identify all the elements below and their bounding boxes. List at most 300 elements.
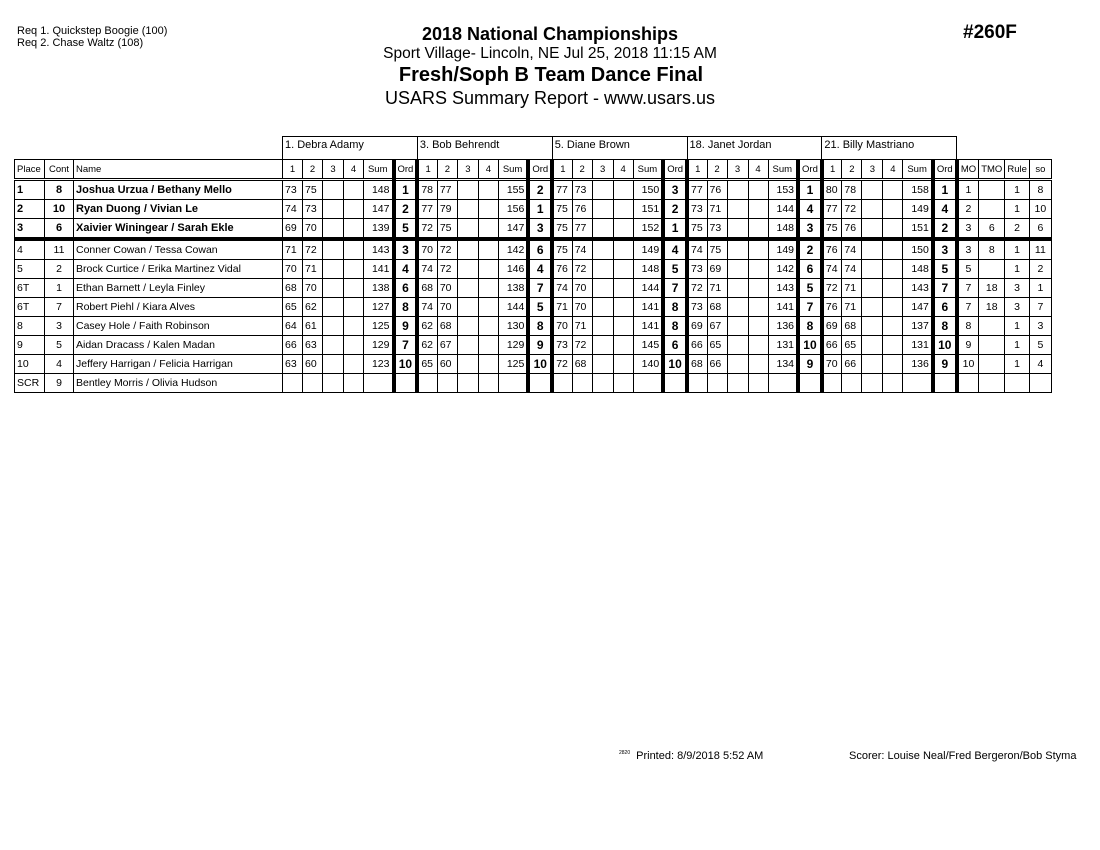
requirement-1: Req 1. Quickstep Boogie (100) bbox=[17, 25, 168, 37]
score-cell bbox=[592, 279, 613, 298]
score-cell: 77 bbox=[822, 200, 842, 219]
tmo-cell bbox=[979, 317, 1005, 336]
judge-name: 1. Debra Adamy bbox=[283, 137, 418, 160]
tmo-cell: 18 bbox=[979, 279, 1005, 298]
sum-cell: 150 bbox=[633, 180, 663, 200]
score-cell: 72 bbox=[822, 279, 842, 298]
sum-cell: 134 bbox=[768, 355, 798, 374]
score-cell bbox=[592, 317, 613, 336]
score-cell: 74 bbox=[572, 239, 592, 260]
rule-cell bbox=[1005, 374, 1030, 393]
score-cell bbox=[748, 239, 768, 260]
score-cell: 79 bbox=[437, 200, 457, 219]
score-cell bbox=[552, 374, 572, 393]
header-judge-col: Ord bbox=[394, 160, 418, 180]
score-cell: 65 bbox=[283, 298, 303, 317]
sum-cell: 144 bbox=[498, 298, 528, 317]
rule-cell: 1 bbox=[1005, 239, 1030, 260]
score-cell: 68 bbox=[687, 355, 707, 374]
score-cell: 75 bbox=[552, 219, 572, 240]
place-cell: 2 bbox=[15, 200, 45, 219]
ordinal-cell bbox=[394, 374, 418, 393]
ordinal-cell: 4 bbox=[528, 260, 552, 279]
score-cell bbox=[323, 260, 344, 279]
mo-cell: 1 bbox=[957, 180, 979, 200]
score-cell bbox=[862, 180, 883, 200]
ordinal-cell: 8 bbox=[663, 298, 687, 317]
cont-cell: 6 bbox=[45, 219, 74, 240]
place-cell: 3 bbox=[15, 219, 45, 240]
score-cell: 75 bbox=[687, 219, 707, 240]
score-cell bbox=[862, 336, 883, 355]
score-cell: 72 bbox=[687, 279, 707, 298]
ordinal-cell: 5 bbox=[528, 298, 552, 317]
sum-cell: 152 bbox=[633, 219, 663, 240]
score-cell: 74 bbox=[687, 239, 707, 260]
sum-cell bbox=[903, 374, 933, 393]
score-cell bbox=[883, 200, 903, 219]
header-judge-col: 3 bbox=[862, 160, 883, 180]
header-judge-col: 4 bbox=[883, 160, 903, 180]
ordinal-cell: 8 bbox=[798, 317, 822, 336]
sum-cell: 147 bbox=[903, 298, 933, 317]
score-cell bbox=[613, 374, 633, 393]
score-cell: 66 bbox=[283, 336, 303, 355]
score-cell: 60 bbox=[303, 355, 323, 374]
score-cell: 68 bbox=[283, 279, 303, 298]
score-cell bbox=[842, 374, 862, 393]
score-cell bbox=[883, 239, 903, 260]
score-cell bbox=[727, 180, 748, 200]
score-cell: 70 bbox=[283, 260, 303, 279]
sum-cell: 153 bbox=[768, 180, 798, 200]
so-cell: 2 bbox=[1029, 260, 1051, 279]
sum-cell: 143 bbox=[768, 279, 798, 298]
printed-info bbox=[619, 750, 763, 762]
rule-cell: 1 bbox=[1005, 200, 1030, 219]
header-judge-col: 1 bbox=[552, 160, 572, 180]
score-cell bbox=[478, 317, 498, 336]
ordinal-cell: 1 bbox=[933, 180, 957, 200]
score-cell: 70 bbox=[552, 317, 572, 336]
sum-cell: 156 bbox=[498, 200, 528, 219]
score-cell bbox=[344, 355, 364, 374]
score-cell bbox=[592, 336, 613, 355]
sum-cell: 131 bbox=[903, 336, 933, 355]
sum-cell: 129 bbox=[498, 336, 528, 355]
ordinal-cell: 4 bbox=[933, 200, 957, 219]
mo-cell: 7 bbox=[957, 279, 979, 298]
score-cell bbox=[748, 355, 768, 374]
score-cell: 72 bbox=[437, 260, 457, 279]
score-cell bbox=[592, 239, 613, 260]
score-cell bbox=[478, 374, 498, 393]
score-cell: 73 bbox=[687, 298, 707, 317]
score-cell: 76 bbox=[572, 200, 592, 219]
score-cell bbox=[592, 180, 613, 200]
header-place: Place bbox=[15, 160, 45, 180]
header-judge-col: 4 bbox=[748, 160, 768, 180]
judge-name: 18. Janet Jordan bbox=[687, 137, 822, 160]
sum-cell: 149 bbox=[768, 239, 798, 260]
ordinal-cell: 3 bbox=[394, 239, 418, 260]
printed-timestamp: Printed: 8/9/2018 5:52 AM bbox=[636, 750, 764, 762]
sum-cell: 129 bbox=[364, 336, 394, 355]
so-cell: 6 bbox=[1029, 219, 1051, 240]
header-judge-col: 2 bbox=[303, 160, 323, 180]
score-cell bbox=[303, 374, 323, 393]
score-cell: 73 bbox=[707, 219, 727, 240]
tmo-cell bbox=[979, 336, 1005, 355]
score-cell: 75 bbox=[822, 219, 842, 240]
score-cell bbox=[727, 219, 748, 240]
cont-cell: 3 bbox=[45, 317, 74, 336]
rule-cell: 1 bbox=[1005, 317, 1030, 336]
score-cell bbox=[613, 355, 633, 374]
sum-cell: 143 bbox=[364, 239, 394, 260]
score-cell bbox=[478, 200, 498, 219]
ordinal-cell: 3 bbox=[528, 219, 552, 240]
sum-cell: 131 bbox=[768, 336, 798, 355]
score-cell: 73 bbox=[687, 200, 707, 219]
score-cell bbox=[862, 239, 883, 260]
rule-cell: 1 bbox=[1005, 355, 1030, 374]
sum-cell: 140 bbox=[633, 355, 663, 374]
header-judge-col: 3 bbox=[592, 160, 613, 180]
ordinal-cell: 6 bbox=[528, 239, 552, 260]
score-cell bbox=[613, 180, 633, 200]
sum-cell: 142 bbox=[768, 260, 798, 279]
tmo-cell bbox=[979, 374, 1005, 393]
score-cell bbox=[478, 260, 498, 279]
ordinal-cell: 3 bbox=[663, 180, 687, 200]
ordinal-cell: 3 bbox=[798, 219, 822, 240]
score-cell bbox=[748, 279, 768, 298]
score-cell: 68 bbox=[707, 298, 727, 317]
score-cell bbox=[478, 279, 498, 298]
score-cell: 72 bbox=[417, 219, 437, 240]
sum-cell: 141 bbox=[633, 298, 663, 317]
score-cell: 70 bbox=[303, 279, 323, 298]
sum-cell: 144 bbox=[768, 200, 798, 219]
event-name: Fresh/Soph B Team Dance Final bbox=[398, 64, 704, 86]
score-cell bbox=[323, 180, 344, 200]
header-judge-col: Ord bbox=[663, 160, 687, 180]
score-cell: 68 bbox=[417, 279, 437, 298]
table-row bbox=[15, 260, 1052, 279]
ordinal-cell: 10 bbox=[528, 355, 552, 374]
score-cell bbox=[572, 374, 592, 393]
score-cell bbox=[592, 219, 613, 240]
score-cell bbox=[457, 180, 478, 200]
score-cell: 67 bbox=[707, 317, 727, 336]
sum-cell: 123 bbox=[364, 355, 394, 374]
score-cell bbox=[883, 336, 903, 355]
score-cell: 65 bbox=[417, 355, 437, 374]
score-cell bbox=[862, 260, 883, 279]
mo-cell: 3 bbox=[957, 239, 979, 260]
score-cell: 65 bbox=[707, 336, 727, 355]
ordinal-cell: 2 bbox=[933, 219, 957, 240]
score-cell bbox=[323, 355, 344, 374]
score-cell: 68 bbox=[572, 355, 592, 374]
sum-cell: 148 bbox=[633, 260, 663, 279]
score-cell bbox=[323, 317, 344, 336]
sum-cell: 141 bbox=[364, 260, 394, 279]
cont-cell: 7 bbox=[45, 298, 74, 317]
ordinal-cell: 2 bbox=[394, 200, 418, 219]
ordinal-cell: 2 bbox=[663, 200, 687, 219]
ordinal-cell: 1 bbox=[528, 200, 552, 219]
header-judge-col: Ord bbox=[798, 160, 822, 180]
score-cell bbox=[862, 374, 883, 393]
score-cell bbox=[862, 317, 883, 336]
mo-cell bbox=[957, 374, 979, 393]
header-judge-col: 2 bbox=[572, 160, 592, 180]
ordinal-cell: 2 bbox=[528, 180, 552, 200]
score-cell: 71 bbox=[283, 239, 303, 260]
ordinal-cell: 5 bbox=[663, 260, 687, 279]
rule-cell: 1 bbox=[1005, 336, 1030, 355]
sum-cell bbox=[498, 374, 528, 393]
column-header-row bbox=[15, 160, 1052, 180]
sum-cell: 142 bbox=[498, 239, 528, 260]
score-cell: 68 bbox=[842, 317, 862, 336]
score-cell: 76 bbox=[822, 298, 842, 317]
mo-cell: 10 bbox=[957, 355, 979, 374]
mo-cell: 9 bbox=[957, 336, 979, 355]
score-cell bbox=[344, 260, 364, 279]
score-cell: 73 bbox=[572, 180, 592, 200]
score-cell bbox=[727, 239, 748, 260]
score-cell: 62 bbox=[303, 298, 323, 317]
score-cell: 67 bbox=[437, 336, 457, 355]
score-cell: 78 bbox=[842, 180, 862, 200]
ordinal-cell bbox=[798, 374, 822, 393]
score-cell: 69 bbox=[707, 260, 727, 279]
cont-cell: 4 bbox=[45, 355, 74, 374]
score-cell bbox=[457, 355, 478, 374]
requirements-list bbox=[17, 25, 167, 49]
score-cell: 74 bbox=[822, 260, 842, 279]
header-judge-col: Sum bbox=[633, 160, 663, 180]
score-cell: 72 bbox=[437, 239, 457, 260]
score-cell: 73 bbox=[283, 180, 303, 200]
cont-cell: 5 bbox=[45, 336, 74, 355]
score-cell: 76 bbox=[822, 239, 842, 260]
score-cell bbox=[457, 317, 478, 336]
score-cell bbox=[748, 317, 768, 336]
header-judge-col: 3 bbox=[457, 160, 478, 180]
score-cell bbox=[478, 219, 498, 240]
ordinal-cell: 10 bbox=[798, 336, 822, 355]
ordinal-cell: 6 bbox=[933, 298, 957, 317]
table-row bbox=[15, 200, 1052, 219]
tmo-cell: 18 bbox=[979, 298, 1005, 317]
table-row bbox=[15, 336, 1052, 355]
score-cell bbox=[457, 298, 478, 317]
score-cell: 62 bbox=[417, 317, 437, 336]
score-cell: 69 bbox=[822, 317, 842, 336]
header-tmo: TMO bbox=[979, 160, 1005, 180]
ordinal-cell: 5 bbox=[933, 260, 957, 279]
sum-cell: 125 bbox=[498, 355, 528, 374]
score-cell bbox=[727, 298, 748, 317]
score-cell: 71 bbox=[303, 260, 323, 279]
spacer bbox=[957, 137, 1052, 160]
score-cell bbox=[437, 374, 457, 393]
score-cell bbox=[323, 279, 344, 298]
score-cell bbox=[883, 260, 903, 279]
sum-cell: 151 bbox=[903, 219, 933, 240]
score-cell: 65 bbox=[842, 336, 862, 355]
header-judge-col: Ord bbox=[933, 160, 957, 180]
score-cell bbox=[613, 298, 633, 317]
score-cell bbox=[727, 200, 748, 219]
table-row bbox=[15, 219, 1052, 240]
so-cell: 11 bbox=[1029, 239, 1051, 260]
score-cell: 75 bbox=[552, 239, 572, 260]
table-row bbox=[15, 298, 1052, 317]
score-cell bbox=[862, 200, 883, 219]
table-row bbox=[15, 317, 1052, 336]
score-cell bbox=[687, 374, 707, 393]
score-cell: 70 bbox=[417, 239, 437, 260]
ordinal-cell: 7 bbox=[394, 336, 418, 355]
rule-cell: 3 bbox=[1005, 298, 1030, 317]
score-cell bbox=[344, 219, 364, 240]
score-cell bbox=[457, 200, 478, 219]
table-row bbox=[15, 239, 1052, 260]
sum-cell bbox=[364, 374, 394, 393]
ordinal-cell: 6 bbox=[663, 336, 687, 355]
sum-cell: 141 bbox=[768, 298, 798, 317]
sum-cell: 139 bbox=[364, 219, 394, 240]
score-cell bbox=[323, 298, 344, 317]
score-cell: 66 bbox=[687, 336, 707, 355]
tmo-cell bbox=[979, 355, 1005, 374]
score-cell bbox=[592, 200, 613, 219]
couple-name-cell: Ethan Barnett / Leyla Finley bbox=[74, 279, 283, 298]
score-cell bbox=[344, 200, 364, 219]
sum-cell: 136 bbox=[768, 317, 798, 336]
score-cell bbox=[727, 336, 748, 355]
score-cell bbox=[592, 298, 613, 317]
ordinal-cell: 5 bbox=[394, 219, 418, 240]
score-cell: 76 bbox=[552, 260, 572, 279]
score-cell bbox=[323, 219, 344, 240]
score-cell bbox=[457, 279, 478, 298]
score-cell bbox=[727, 355, 748, 374]
couple-name-cell: Casey Hole / Faith Robinson bbox=[74, 317, 283, 336]
score-cell bbox=[883, 317, 903, 336]
ordinal-cell: 9 bbox=[528, 336, 552, 355]
score-cell bbox=[344, 279, 364, 298]
score-cell bbox=[748, 336, 768, 355]
sum-cell: 148 bbox=[364, 180, 394, 200]
sum-cell: 143 bbox=[903, 279, 933, 298]
score-cell bbox=[883, 298, 903, 317]
score-cell bbox=[727, 374, 748, 393]
score-cell bbox=[457, 219, 478, 240]
score-cell: 77 bbox=[687, 180, 707, 200]
score-cell: 72 bbox=[552, 355, 572, 374]
header-so: so bbox=[1029, 160, 1051, 180]
mo-cell: 2 bbox=[957, 200, 979, 219]
score-cell bbox=[478, 239, 498, 260]
ordinal-cell: 6 bbox=[394, 279, 418, 298]
score-cell bbox=[862, 219, 883, 240]
score-cell bbox=[613, 219, 633, 240]
score-cell: 77 bbox=[572, 219, 592, 240]
score-cell bbox=[457, 374, 478, 393]
header-judge-col: 1 bbox=[283, 160, 303, 180]
header-judge-col: Sum bbox=[903, 160, 933, 180]
ordinal-cell: 2 bbox=[798, 239, 822, 260]
tmo-cell bbox=[979, 260, 1005, 279]
sum-cell: 138 bbox=[364, 279, 394, 298]
score-cell bbox=[748, 298, 768, 317]
ordinal-cell: 1 bbox=[798, 180, 822, 200]
score-cell: 75 bbox=[707, 239, 727, 260]
couple-name-cell: Joshua Urzua / Bethany Mello bbox=[74, 180, 283, 200]
score-cell: 71 bbox=[842, 298, 862, 317]
score-cell bbox=[727, 317, 748, 336]
mo-cell: 7 bbox=[957, 298, 979, 317]
scorer-info: Scorer: Louise Neal/Fred Bergeron/Bob Styma bbox=[849, 750, 1077, 762]
report-code: 2820 bbox=[619, 750, 631, 756]
ordinal-cell: 1 bbox=[663, 219, 687, 240]
sum-cell: 130 bbox=[498, 317, 528, 336]
score-cell: 74 bbox=[842, 260, 862, 279]
cont-cell: 10 bbox=[45, 200, 74, 219]
couple-name-cell: Conner Cowan / Tessa Cowan bbox=[74, 239, 283, 260]
score-cell bbox=[592, 355, 613, 374]
sum-cell: 147 bbox=[498, 219, 528, 240]
score-cell bbox=[707, 374, 727, 393]
score-cell: 71 bbox=[572, 317, 592, 336]
cont-cell: 9 bbox=[45, 374, 74, 393]
score-cell: 70 bbox=[572, 298, 592, 317]
place-cell: 6T bbox=[15, 298, 45, 317]
score-cell: 78 bbox=[417, 180, 437, 200]
score-cell: 74 bbox=[842, 239, 862, 260]
score-cell bbox=[727, 279, 748, 298]
ordinal-cell: 4 bbox=[798, 200, 822, 219]
score-cell: 71 bbox=[707, 200, 727, 219]
score-cell bbox=[323, 200, 344, 219]
sum-cell bbox=[633, 374, 663, 393]
score-cell bbox=[478, 355, 498, 374]
sum-cell: 155 bbox=[498, 180, 528, 200]
ordinal-cell: 6 bbox=[798, 260, 822, 279]
score-cell bbox=[478, 180, 498, 200]
sum-cell: 127 bbox=[364, 298, 394, 317]
score-cell: 72 bbox=[303, 239, 323, 260]
ordinal-cell: 7 bbox=[933, 279, 957, 298]
score-cell: 73 bbox=[303, 200, 323, 219]
ordinal-cell: 9 bbox=[933, 355, 957, 374]
so-cell: 1 bbox=[1029, 279, 1051, 298]
place-cell: 4 bbox=[15, 239, 45, 260]
sum-cell: 158 bbox=[903, 180, 933, 200]
so-cell: 3 bbox=[1029, 317, 1051, 336]
ordinal-cell: 10 bbox=[663, 355, 687, 374]
place-cell: 8 bbox=[15, 317, 45, 336]
score-cell: 71 bbox=[842, 279, 862, 298]
header-mo: MO bbox=[957, 160, 979, 180]
score-cell: 69 bbox=[283, 219, 303, 240]
